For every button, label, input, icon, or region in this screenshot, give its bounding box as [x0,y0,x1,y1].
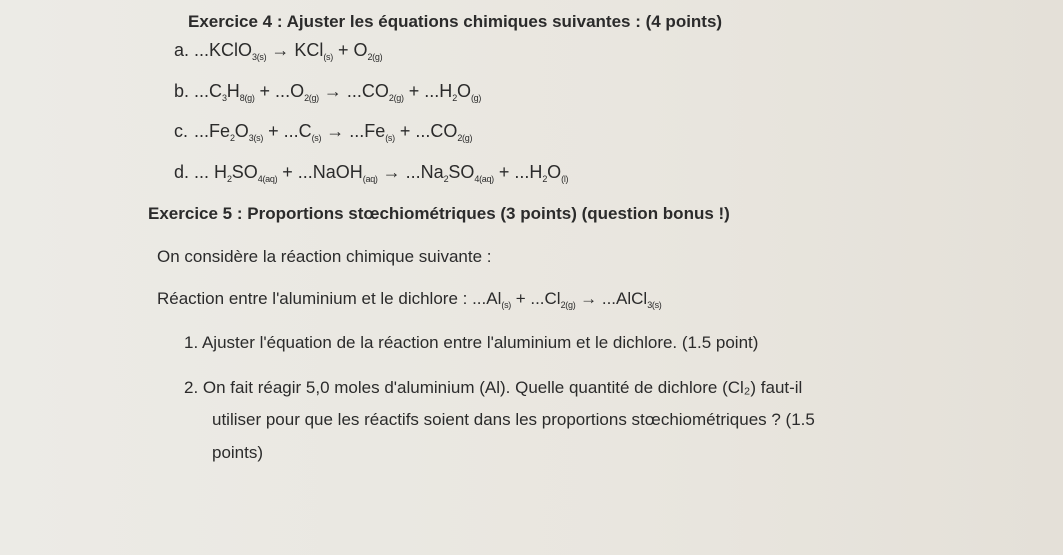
exercise5-title: Exercice 5 : Proportions stœchiométriques (3 points) (question bonus !) [148,204,730,223]
equation-b: b. $...C_3H_{8(g)} + ...O_{2(g)} \to ...CO_{2(g)} + ...H_2O_{(g)}$ [174,81,482,103]
exercise5-intro: On considère la réaction chimique suivante : [157,247,492,266]
equation-label: a. [174,40,190,60]
equation-label: c. [174,121,189,141]
equation-a: a. ...KClO$_{3(s)}$ → $KCl_{(s)} + O_{2(g)}$ [174,40,383,62]
reaction-line: Réaction entre l'aluminium et le dichlore : $...Al_{(s)} + ...Cl_{2(g)}$ → ...AlCl$_{3(s)}$ [157,289,662,310]
exercise4-title: Exercice 4 : Ajuster les équations chimiques suivantes : (4 points) [188,12,723,31]
question-2-line-1: 2. On fait réagir 5,0 moles d'aluminium (Al). Quelle quantité de dichlore (Cl₂) faut-il [184,378,803,397]
reaction-label: Réaction entre l'aluminium et le dichlore : [157,289,473,308]
question-2-line-2: utiliser pour que les réactifs soient dans les proportions stœchiométriques ? (1.5 [212,410,815,429]
equation-c: c. $...Fe_2O_{3(s)} + ...C_{(s)} \to ...Fe_{(s)} + ...CO_{2(g)}$ [174,121,473,143]
question-1: 1. Ajuster l'équation de la réaction entre l'aluminium et le dichlore. (1.5 point) [184,333,759,352]
equation-label: d. [174,162,190,182]
equation-d: d. ... $H_2SO_{4(aq)}$ + ...NaOH$_{(aq)}$ → $...Na_2SO_{4(aq)} + ...H_2O_{(l)}$ [174,162,569,184]
equation-label: b. [174,81,190,101]
question-2-line-3: points) [212,443,264,462]
